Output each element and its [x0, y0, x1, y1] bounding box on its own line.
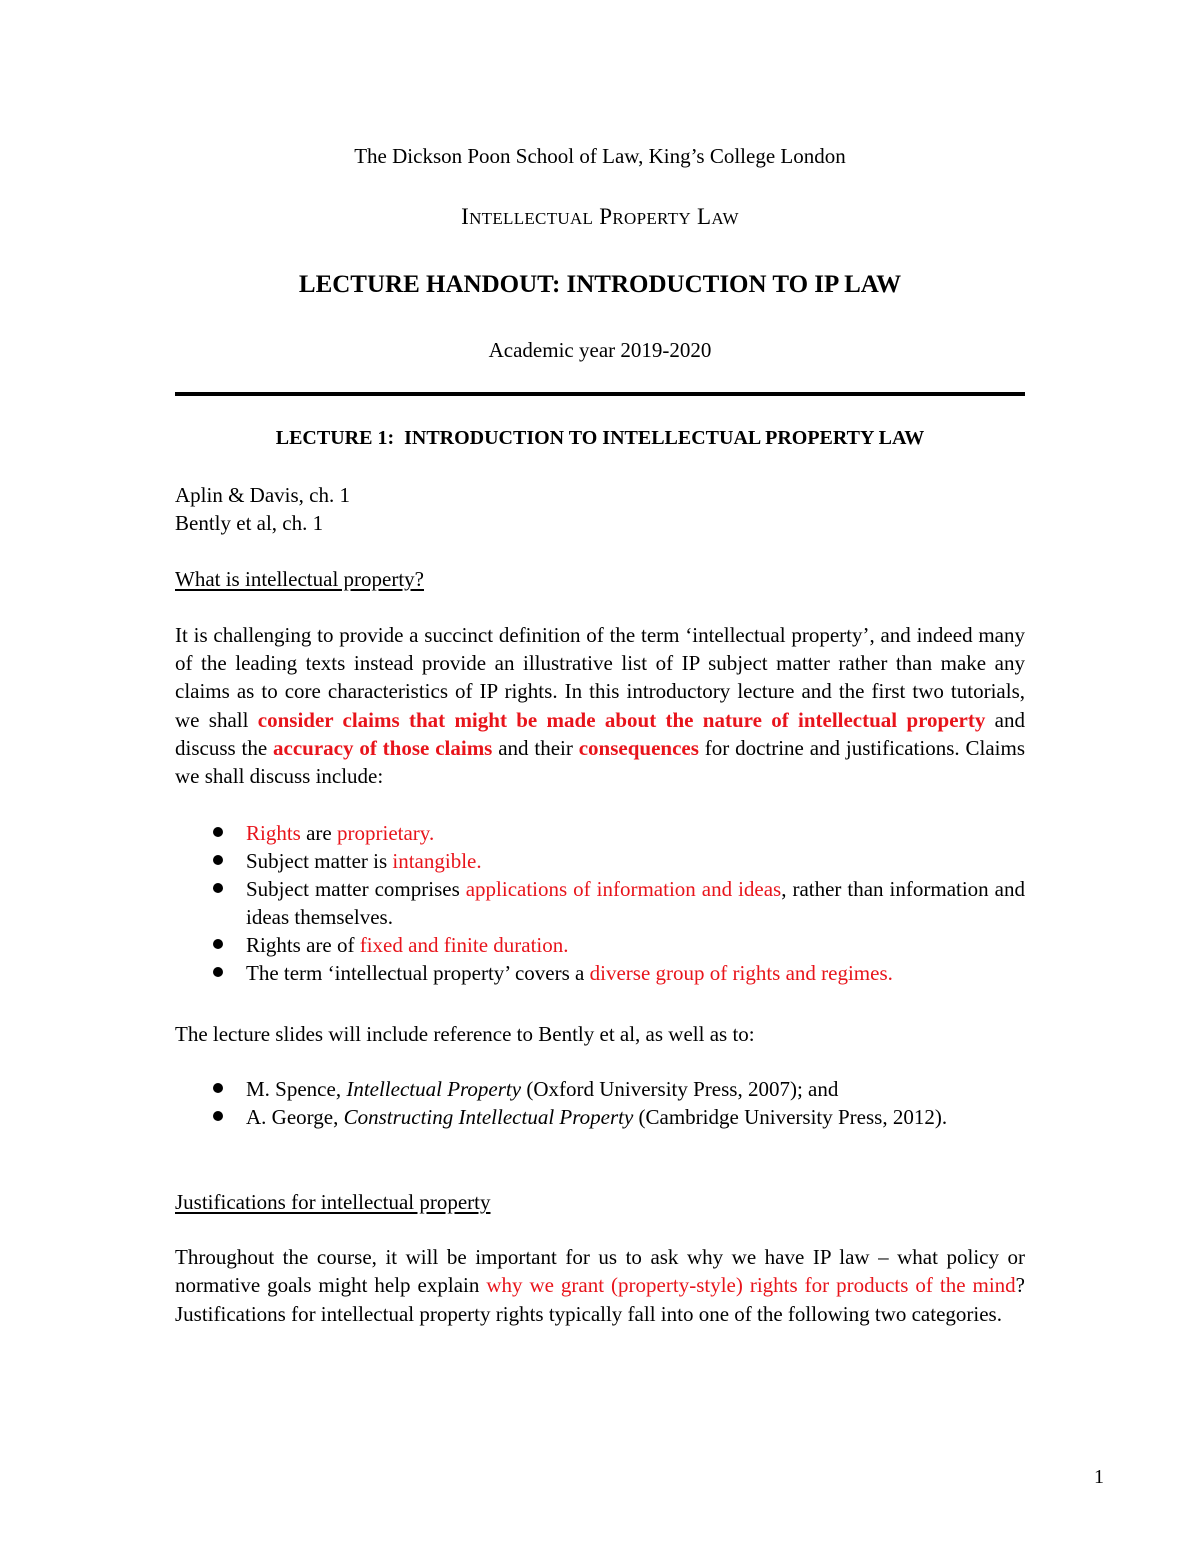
bullet-icon [213, 827, 223, 837]
page-number: 1 [1094, 1466, 1104, 1488]
para-text: and discuss the [175, 707, 1025, 760]
reference-title: Constructing Intellectual Property [343, 1105, 634, 1129]
handout-title: LECTURE HANDOUT: INTRODUCTION TO IP LAW [298, 271, 902, 298]
reference-author: A. George, [246, 1105, 344, 1129]
bullet-icon [213, 967, 223, 977]
bullet-icon [213, 939, 223, 949]
reference-author: M. Spence, [246, 1077, 347, 1101]
reference-title: Intellectual Property [346, 1077, 522, 1101]
claim-text: Subject matter comprises [246, 877, 466, 901]
section-heading-justifications [175, 1188, 1025, 1216]
claim-item [175, 959, 1025, 987]
claims-list [175, 819, 1025, 987]
reading-item: Bently et al, ch. 1 [175, 511, 324, 535]
claim-text: The term ‘intellectual property’ covers a [246, 961, 590, 985]
claim-text: . [428, 821, 435, 845]
para-highlight: consequences [578, 735, 699, 760]
bullet-icon [213, 855, 223, 865]
section-heading-justifications-text: Justifications for intellectual property [175, 1190, 491, 1214]
justifications-paragraph [175, 1243, 1025, 1328]
claim-highlight: intangible [392, 849, 477, 873]
slides-intro: The lecture slides will include reference to Bently et al, as well as to: [175, 1022, 755, 1046]
reference-publisher: (Cambridge University Press, 2012). [633, 1105, 948, 1129]
para-highlight: consider claims that might be made about the nature of intellectual property [257, 707, 986, 732]
bullet-icon [213, 883, 223, 893]
claim-item [175, 847, 1025, 875]
reading-item: Aplin & Davis, ch. 1 [175, 483, 350, 507]
claim-text: . [887, 961, 893, 985]
institution-name: The Dickson Poon School of Law, King’s College London [354, 144, 846, 168]
section-heading-what [175, 565, 1025, 593]
academic-year: Academic year 2019-2020 [488, 338, 712, 362]
claim-text: Rights are of [246, 933, 360, 957]
claim-item [175, 875, 1025, 931]
claim-item [175, 819, 1025, 847]
claim-text: are [300, 821, 337, 845]
course-title [175, 202, 1025, 234]
lecture-title: LECTURE 1: INTRODUCTION TO INTELLECTUAL PROPERTY LAW [275, 427, 925, 449]
para-highlight: why we grant (property-style) rights for products of the mind [486, 1273, 1016, 1298]
reference-item [175, 1103, 1025, 1131]
claim-text: . [563, 933, 569, 957]
horizontal-rule [175, 392, 1025, 396]
claim-text: . [476, 849, 482, 873]
references-list [175, 1075, 1025, 1131]
claim-highlight: diverse group of rights and regimes [589, 961, 888, 985]
para-text: Throughout the course, it will be important for us to ask why we have IP law – what policy or normative goals might help explain [175, 1245, 1025, 1298]
para-text: for doctrine and justifications. Claims we shall discuss include: [175, 735, 1025, 789]
para-text: It is challenging to provide a succinct definition of the term ‘intellectual property’, and indeed many of the leading texts instead provide an illustrative list of IP subject matter rather than make any claims as to core characteristics of IP rights. In this introductory lecture and the first two tutorials, we shall [175, 623, 1025, 732]
bullet-icon [213, 1111, 223, 1121]
intro-paragraph [175, 621, 1025, 790]
course-title-text: INTELLECTUAL PROPERTY LAW [461, 204, 739, 229]
para-text: and their [492, 735, 579, 760]
claim-highlight: Rights [246, 821, 301, 845]
bullet-icon [213, 1083, 223, 1093]
claim-highlight: proprietary [337, 821, 429, 845]
claim-text: , rather than information and ideas themselves. [246, 877, 1025, 929]
para-highlight: accuracy of those claims [273, 735, 493, 760]
claim-text: Subject matter is [246, 849, 393, 873]
reading-list [175, 481, 1025, 537]
reference-item [175, 1075, 1025, 1103]
claim-highlight: fixed and finite duration [359, 933, 564, 957]
claim-item [175, 931, 1025, 959]
para-text: ? Justifications for intellectual property rights typically fall into one of the following two categories. [175, 1273, 1025, 1326]
claim-highlight: applications of information and ideas [465, 877, 782, 901]
reference-publisher: (Oxford University Press, 2007); and [521, 1077, 839, 1101]
section-heading-what-text: What is intellectual property? [175, 567, 424, 591]
